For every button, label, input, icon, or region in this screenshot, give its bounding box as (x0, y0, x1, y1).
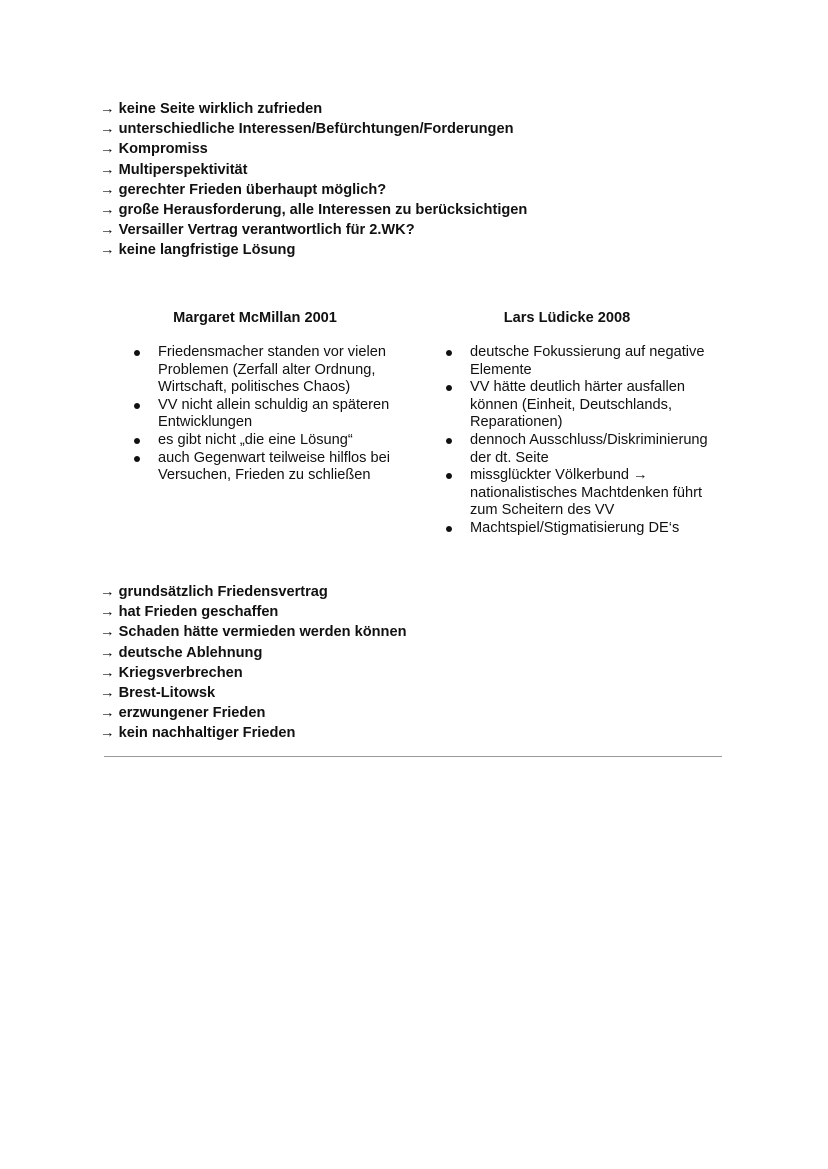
arrow-icon: → (100, 161, 115, 178)
arrow-point (100, 703, 407, 723)
arrow-icon: → (100, 584, 115, 600)
column-title: Margaret McMillan 2001 (173, 310, 337, 326)
arrow-icon: → (100, 664, 115, 681)
arrow-icon: → (100, 725, 115, 742)
luedicke-column (442, 308, 732, 538)
bullet-item: VV nicht allein schuldig an späteren Entwicklungen (130, 397, 408, 432)
top-arrow-list (100, 99, 527, 261)
arrow-point-text: Kompromiss (118, 141, 208, 158)
arrow-point-text: erzwungener Frieden (118, 705, 266, 722)
arrow-point-text: gerechter Frieden überhaupt möglich? (118, 181, 387, 198)
arrow-point-text: kein nachhaltiger Frieden (118, 725, 296, 742)
arrow-point (100, 240, 527, 260)
arrow-point-text: Multiperspektivität (118, 161, 248, 178)
bottom-arrow-list (100, 582, 407, 744)
bullet-item: Machtspiel/Stigmatisierung DE‘s (442, 520, 732, 538)
arrow-point-text: Kriegsverbrechen (118, 664, 243, 681)
arrow-icon: → (100, 705, 115, 722)
arrow-icon: → (100, 121, 115, 138)
arrow-point (100, 99, 527, 119)
arrow-point (100, 622, 407, 642)
arrow-icon: → (100, 202, 115, 219)
arrow-point-text: Versailler Vertrag verantwortlich für 2.WK? (118, 222, 415, 239)
arrow-icon: → (100, 141, 115, 158)
arrow-point (100, 663, 407, 683)
arrow-icon: → (100, 222, 115, 239)
mcmillan-column (130, 308, 410, 485)
arrow-point (100, 119, 527, 139)
arrow-point-text: keine Seite wirklich zufrieden (118, 101, 323, 117)
arrow-point (100, 139, 527, 159)
bullet-item: Friedensmacher standen vor vielen Problemen (Zerfall alter Ordnung, Wirtschaft, politisches Chaos) (130, 344, 408, 397)
bullet-item: missglückter Völkerbund → nationalistisches Machtdenken führt zum Scheitern des VV (442, 467, 732, 520)
arrow-point (100, 180, 527, 200)
arrow-point (100, 220, 527, 240)
arrow-point-text: Schaden hätte vermieden werden können (118, 624, 407, 641)
arrow-point (100, 582, 407, 602)
bullet-item: dennoch Ausschluss/Diskriminierung der dt. Seite (442, 432, 732, 467)
arrow-icon: → (100, 644, 115, 661)
arrow-point (100, 160, 527, 180)
bullet-list (130, 344, 410, 485)
bullet-item: VV hätte deutlich härter ausfallen können (Einheit, Deutschlands, Reparationen) (442, 379, 732, 432)
arrow-point-text: grundsätzlich Friedensvertrag (118, 584, 328, 600)
arrow-icon: → (100, 101, 115, 117)
arrow-point (100, 200, 527, 220)
bullet-list (442, 344, 732, 538)
arrow-icon: → (100, 685, 115, 702)
arrow-point-text: unterschiedliche Interessen/Befürchtungen/Forderungen (118, 121, 514, 138)
arrow-point-text: Brest-Litowsk (118, 685, 216, 702)
arrow-icon: → (100, 181, 115, 198)
arrow-point-text: hat Frieden geschaffen (118, 604, 279, 621)
arrow-point-text: große Herausforderung, alle Interessen zu berücksichtigen (118, 202, 528, 219)
arrow-point-text: keine langfristige Lösung (118, 242, 296, 259)
arrow-icon: → (100, 624, 115, 641)
arrow-point (100, 683, 407, 703)
arrow-point-text: deutsche Ablehnung (118, 644, 263, 661)
horizontal-divider (104, 756, 722, 757)
column-title: Lars Lüdicke 2008 (503, 310, 631, 326)
bullet-item: deutsche Fokussierung auf negative Elemente (442, 344, 732, 379)
arrow-point (100, 643, 407, 663)
bullet-item: es gibt nicht „die eine Lösung“ (130, 432, 408, 450)
arrow-icon: → (100, 242, 115, 259)
arrow-icon: → (100, 604, 115, 621)
arrow-point (100, 723, 407, 743)
bullet-item: auch Gegenwart teilweise hilflos bei Versuchen, Frieden zu schließen (130, 450, 408, 485)
arrow-point (100, 602, 407, 622)
